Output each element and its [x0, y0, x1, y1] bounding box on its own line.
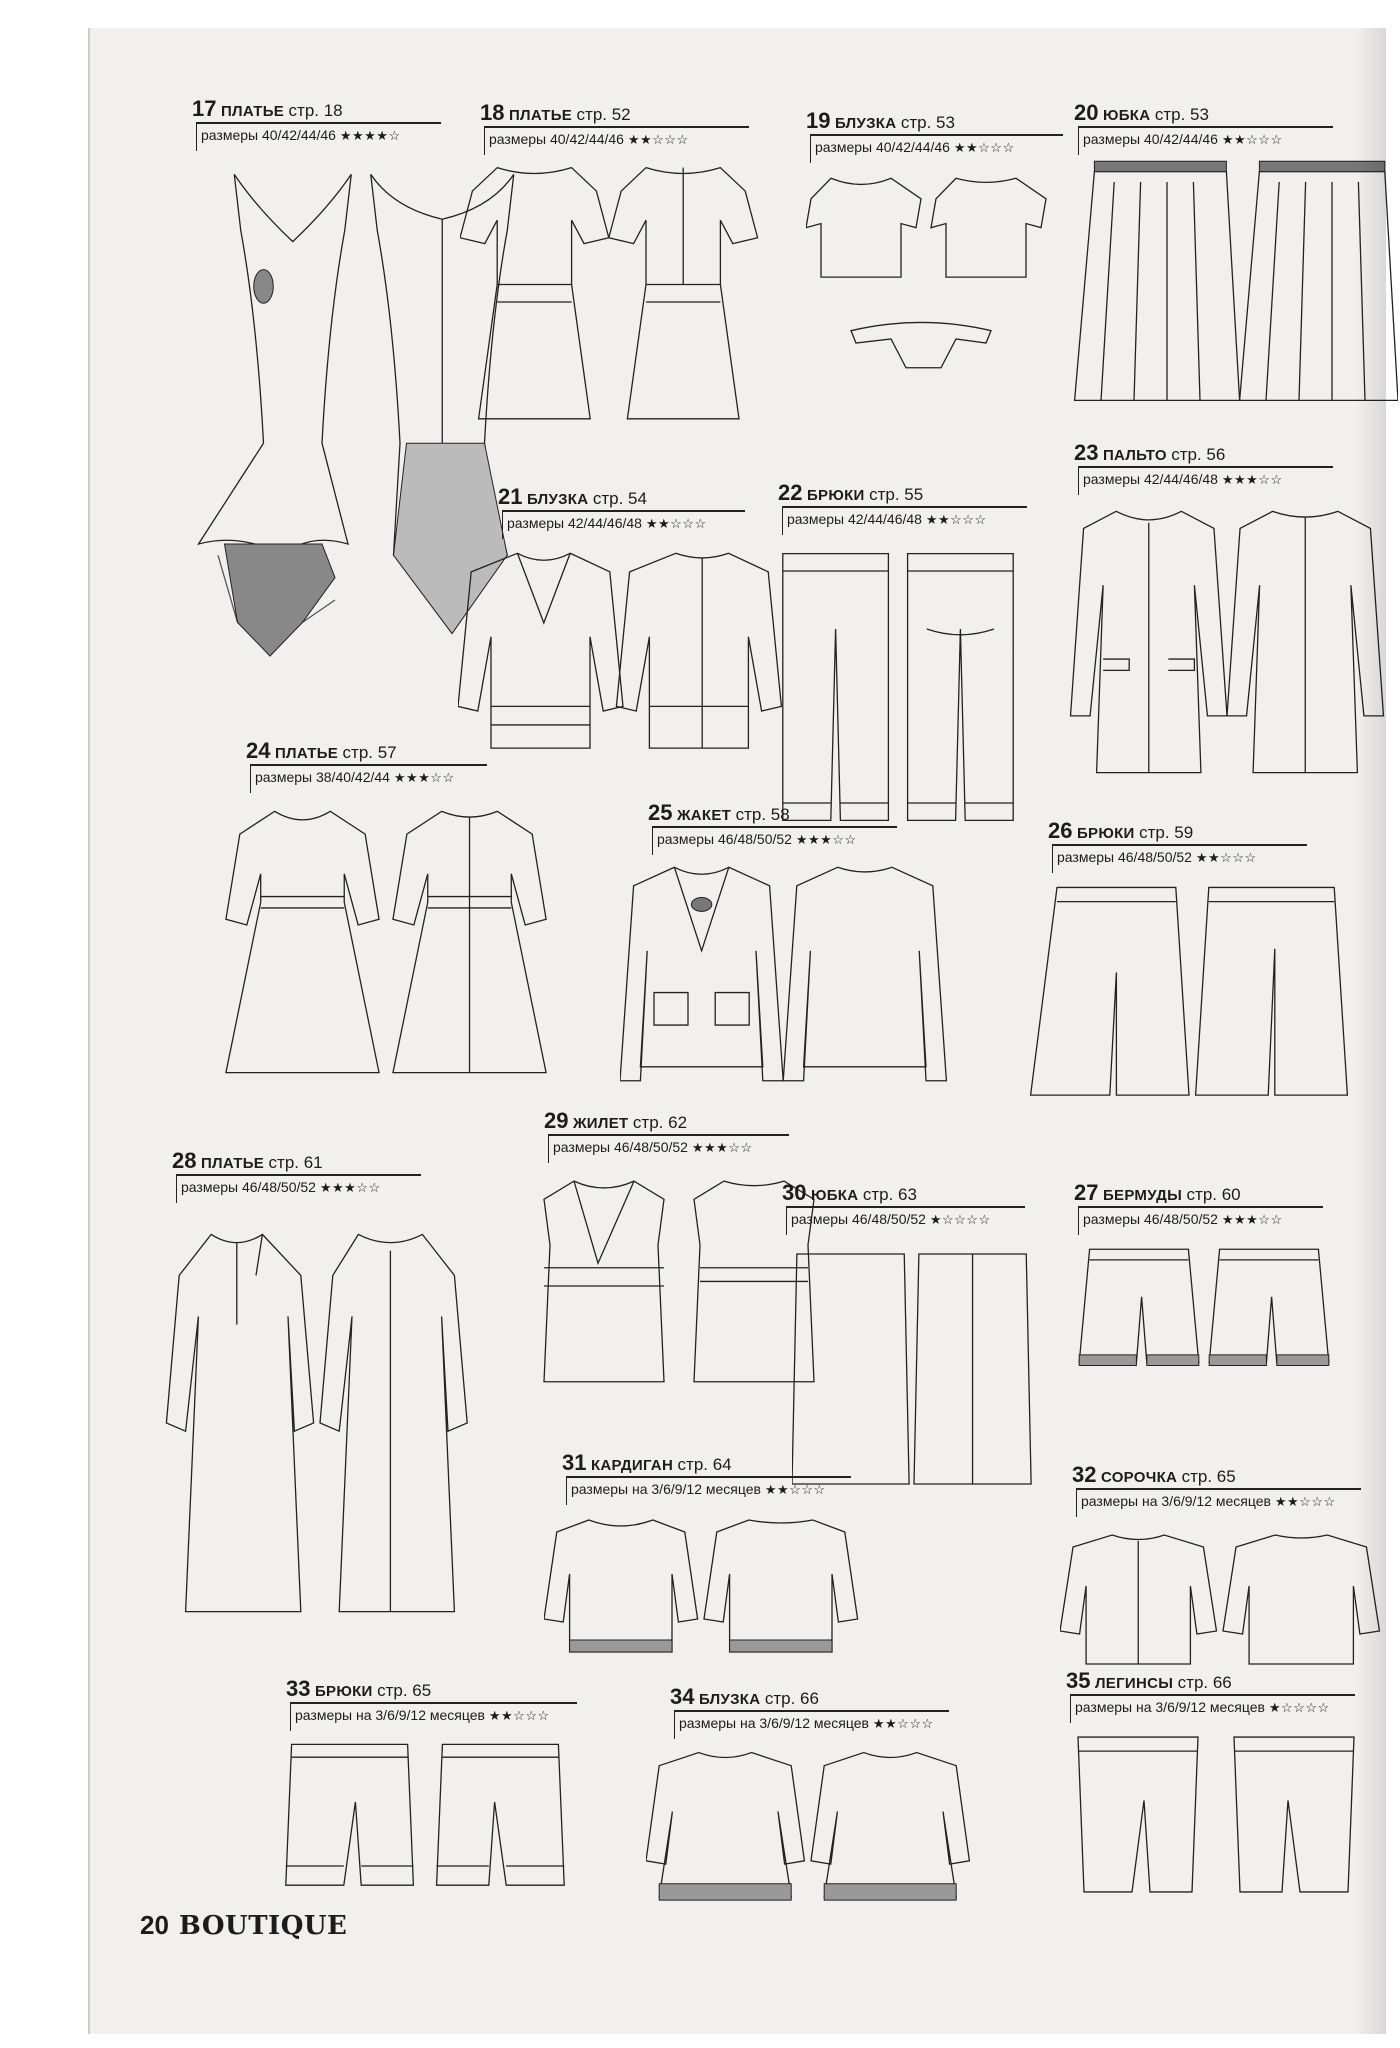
- difficulty-rating: ★★☆☆☆: [488, 1708, 550, 1723]
- model-page-ref: стр. 52: [576, 105, 631, 124]
- model-sizes: размеры 46/48/50/52: [657, 831, 792, 847]
- model-name: ЖИЛЕТ: [572, 1115, 629, 1132]
- pencil-skirt-drawing: [792, 1244, 1036, 1494]
- shorts-drawing: [1074, 1244, 1334, 1376]
- model-name: БРЮКИ: [1076, 825, 1135, 842]
- model-page-ref: стр. 59: [1139, 823, 1194, 842]
- model-page-ref: стр. 54: [592, 489, 647, 508]
- model-sizes: размеры 46/48/50/52: [553, 1139, 688, 1155]
- model-number: 28: [172, 1148, 197, 1173]
- model-sizes: размеры 42/44/46/48: [507, 515, 642, 531]
- top-drawing: [806, 170, 1056, 376]
- model-name: ПЛАТЬЕ: [274, 745, 339, 762]
- model-page-ref: стр. 66: [764, 1689, 819, 1708]
- difficulty-rating: ★★★☆☆: [1221, 472, 1283, 487]
- model-number: 34: [670, 1684, 695, 1709]
- model-number: 31: [562, 1450, 587, 1475]
- model-name: ПЛАТЬЕ: [200, 1155, 265, 1172]
- model-number: 23: [1074, 440, 1099, 465]
- coat-drawing: [1064, 500, 1390, 784]
- model-name: ПАЛЬТО: [1102, 447, 1167, 464]
- model-sizes: размеры 46/48/50/52: [181, 1179, 316, 1195]
- model-number: 21: [498, 484, 523, 509]
- model-number: 26: [1048, 818, 1073, 843]
- difficulty-rating: ★★★☆☆: [691, 1140, 753, 1155]
- magazine-logo: BOUTIQUE: [178, 1911, 348, 1941]
- jacket-drawing: [620, 858, 960, 1090]
- model-name: БРЮКИ: [806, 487, 865, 504]
- model-page-ref: стр. 56: [1171, 445, 1226, 464]
- model-name: КАРДИГАН: [590, 1457, 674, 1474]
- difficulty-rating: ★★☆☆☆: [645, 516, 707, 531]
- culottes-drawing: [1024, 878, 1354, 1114]
- difficulty-rating: ★★☆☆☆: [1274, 1494, 1336, 1509]
- model-number: 19: [806, 108, 831, 133]
- model-name: БЛУЗКА: [526, 491, 589, 508]
- dress-drawing: [212, 800, 560, 1084]
- model-page-ref: стр. 60: [1186, 1185, 1241, 1204]
- model-number: 32: [1072, 1462, 1097, 1487]
- model-page-ref: стр. 55: [869, 485, 924, 504]
- dress-drawing: [460, 156, 770, 448]
- model-number: 17: [192, 96, 217, 121]
- model-number: 30: [782, 1180, 807, 1205]
- page-footer: [140, 1910, 347, 1941]
- model-sizes: размеры 38/40/42/44: [255, 769, 390, 785]
- model-name: ЛЕГИНСЫ: [1094, 1675, 1174, 1692]
- difficulty-rating: ★★★☆☆: [1221, 1212, 1283, 1227]
- model-number: 20: [1074, 100, 1099, 125]
- model-sizes: размеры 42/44/46/48: [787, 511, 922, 527]
- model-page-ref: стр. 66: [1177, 1673, 1232, 1692]
- difficulty-rating: ★☆☆☆☆: [1268, 1700, 1330, 1715]
- model-name: БЕРМУДЫ: [1102, 1187, 1183, 1204]
- pants-drawing: [778, 542, 1018, 832]
- model-number: 22: [778, 480, 803, 505]
- model-page-ref: стр. 18: [288, 101, 343, 120]
- model-page-ref: стр. 53: [1154, 105, 1209, 124]
- difficulty-rating: ★★★☆☆: [795, 832, 857, 847]
- difficulty-rating: ★★☆☆☆: [925, 512, 987, 527]
- difficulty-rating: ★★☆☆☆: [764, 1482, 826, 1497]
- model-number: 29: [544, 1108, 569, 1133]
- model-number: 33: [286, 1676, 311, 1701]
- baby-blouse-drawing: [646, 1746, 976, 1910]
- model-name: ЖАКЕТ: [676, 807, 732, 824]
- model-page-ref: стр. 65: [377, 1681, 432, 1700]
- model-page-ref: стр. 63: [862, 1185, 917, 1204]
- model-page-ref: стр. 65: [1181, 1467, 1236, 1486]
- difficulty-rating: ★★☆☆☆: [1221, 132, 1283, 147]
- model-number: 27: [1074, 1180, 1099, 1205]
- model-number: 25: [648, 800, 673, 825]
- model-page-ref: стр. 64: [677, 1455, 732, 1474]
- model-page-ref: стр. 58: [735, 805, 790, 824]
- model-name: ЮБКА: [1102, 107, 1151, 124]
- long-dress-drawing: [160, 1218, 480, 1628]
- model-sizes: размеры 40/42/44/46: [1083, 131, 1218, 147]
- difficulty-rating: ★★☆☆☆: [872, 1716, 934, 1731]
- model-page-ref: стр. 57: [342, 743, 397, 762]
- cardigan-drawing: [544, 1514, 864, 1664]
- model-name: СОРОЧКА: [1100, 1469, 1178, 1486]
- shirt-drawing: [1060, 1526, 1386, 1676]
- difficulty-rating: ★★☆☆☆: [1195, 850, 1257, 865]
- page-number: 20: [140, 1910, 169, 1940]
- model-number: 18: [480, 100, 505, 125]
- model-sizes: размеры 46/48/50/52: [1083, 1211, 1218, 1227]
- baby-pants-drawing: [280, 1738, 570, 1898]
- model-sizes: размеры 40/42/44/46: [489, 131, 624, 147]
- model-sizes: размеры 46/48/50/52: [1057, 849, 1192, 865]
- leggings-drawing: [1066, 1730, 1366, 1906]
- model-number: 35: [1066, 1668, 1091, 1693]
- difficulty-rating: ★☆☆☆☆: [929, 1212, 991, 1227]
- model-sizes: размеры 42/44/46/48: [1083, 471, 1218, 487]
- model-name: БРЮКИ: [314, 1683, 373, 1700]
- model-name: БЛУЗКА: [834, 115, 897, 132]
- model-sizes: размеры 40/42/44/46: [201, 127, 336, 143]
- model-number: 24: [246, 738, 271, 763]
- model-page-ref: стр. 62: [632, 1113, 688, 1132]
- difficulty-rating: ★★★☆☆: [393, 770, 455, 785]
- model-sizes: размеры 46/48/50/52: [791, 1211, 926, 1227]
- model-name: БЛУЗКА: [698, 1691, 761, 1708]
- model-sizes: размеры на 3/6/9/12 месяцев: [1075, 1699, 1265, 1715]
- model-sizes: размеры на 3/6/9/12 месяцев: [679, 1715, 869, 1731]
- difficulty-rating: ★★★☆☆: [319, 1180, 381, 1195]
- model-sizes: размеры на 3/6/9/12 месяцев: [1081, 1493, 1271, 1509]
- model-page-ref: стр. 53: [900, 113, 955, 132]
- difficulty-rating: ★★★★☆: [339, 128, 401, 143]
- model-sizes: размеры на 3/6/9/12 месяцев: [571, 1481, 761, 1497]
- magazine-page: [88, 28, 1386, 2034]
- model-name: ПЛАТЬЕ: [220, 103, 285, 120]
- model-name: ЮБКА: [810, 1187, 859, 1204]
- skirt-drawing: [1068, 156, 1398, 416]
- blouse-drawing: [458, 544, 788, 776]
- difficulty-rating: ★★☆☆☆: [627, 132, 689, 147]
- model-page-ref: стр. 61: [268, 1153, 323, 1172]
- model-sizes: размеры 40/42/44/46: [815, 139, 950, 155]
- model-name: ПЛАТЬЕ: [508, 107, 573, 124]
- model-sizes: размеры на 3/6/9/12 месяцев: [295, 1707, 485, 1723]
- difficulty-rating: ★★☆☆☆: [953, 140, 1015, 155]
